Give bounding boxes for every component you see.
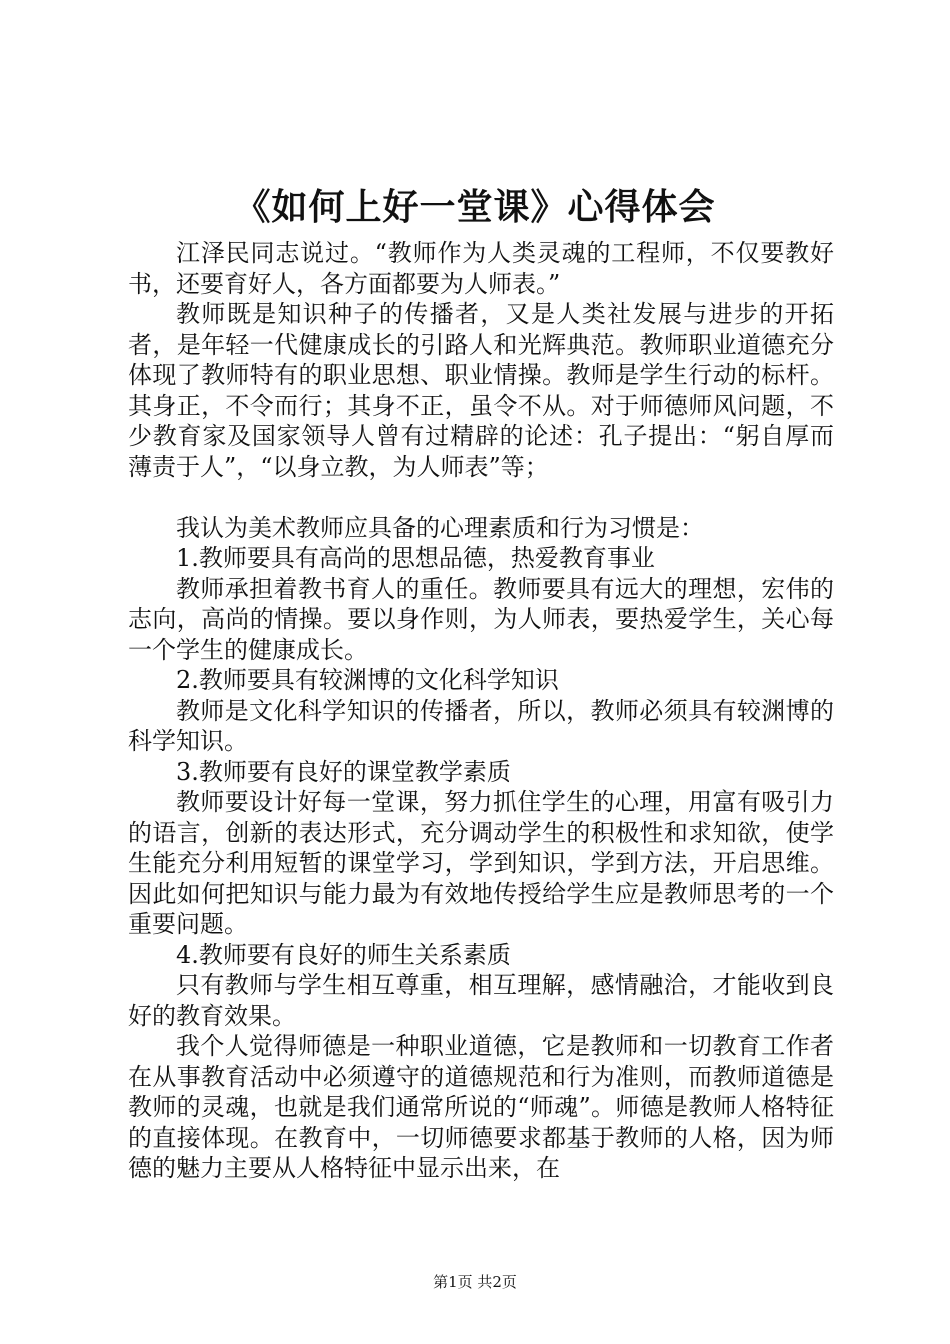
paragraph-section-1: 教师承担着教书育人的重任。教师要具有远大的理想，宏伟的志向，高尚的情操。要以身作则，为人师表，要热爱学生，关心每一个学生的健康成长。: [128, 574, 834, 664]
paragraph-section-2: 教师是文化科学知识的传播者，所以，教师必须具有较渊博的科学知识。: [128, 696, 834, 755]
paragraph-intro: 我认为美术教师应具备的心理素质和行为习惯是：: [176, 513, 704, 542]
paragraph-teacher-role: 教师既是知识种子的传播者，又是人类社发展与进步的开拓者，是年轻一代健康成长的引路人和光辉典范。教师职业道德充分体现了教师特有的职业思想、职业情操。教师是学生行动的标杆。其身正，不令而行；其身不正，虽令不从。对于师德师风问题，不少教育家及国家领导人曾有过精辟的论述：孔子提出：“躬自厚而薄责于人”，“以身立教，为人师表”等；: [128, 300, 834, 481]
section-heading-2: 2.教师要具有较渊博的文化科学知识: [176, 666, 559, 694]
page-footer: 第1页 共2页: [433, 1273, 517, 1291]
section-heading-4: 4.教师要有良好的师生关系素质: [176, 940, 511, 969]
document-title: 《如何上好一堂课》心得体会: [234, 186, 716, 228]
paragraph-conclusion: 我个人觉得师德是一种职业道德，它是教师和一切教育工作者在从事教育活动中必须遵守的道德规范和行为准则，而教师道德是教师的灵魂，也就是我们通常所说的“师魂”。师德是教师人格特征的直接体现。在教育中，一切师德要求都基于教师的人格，因为师德的魅力主要从人格特征中显示出来，在: [128, 1032, 834, 1182]
section-heading-3: 3.教师要有良好的课堂教学素质: [176, 757, 511, 786]
document-body: [128, 238, 834, 1184]
paragraph-spacer: [128, 482, 834, 513]
paragraph-section-3: 教师要设计好每一堂课，努力抓住学生的心理，用富有吸引力的语言，创新的表达形式，充分调动学生的积极性和求知欲，使学生能充分利用短暂的课堂学习，学到知识，学到方法，开启思维。因此如何把知识与能力最为有效地传授给学生应是教师思考的一个重要问题。: [128, 788, 834, 938]
paragraph-quote: 江泽民同志说过。“教师作为人类灵魂的工程师，不仅要教好书，还要育好人，各方面都要为人师表。”: [128, 239, 834, 298]
section-heading-1: 1.教师要具有高尚的思想品德，热爱教育事业: [176, 544, 655, 572]
paragraph-section-4: 只有教师与学生相互尊重，相互理解，感情融洽，才能收到良好的教育效果。: [128, 971, 834, 1030]
